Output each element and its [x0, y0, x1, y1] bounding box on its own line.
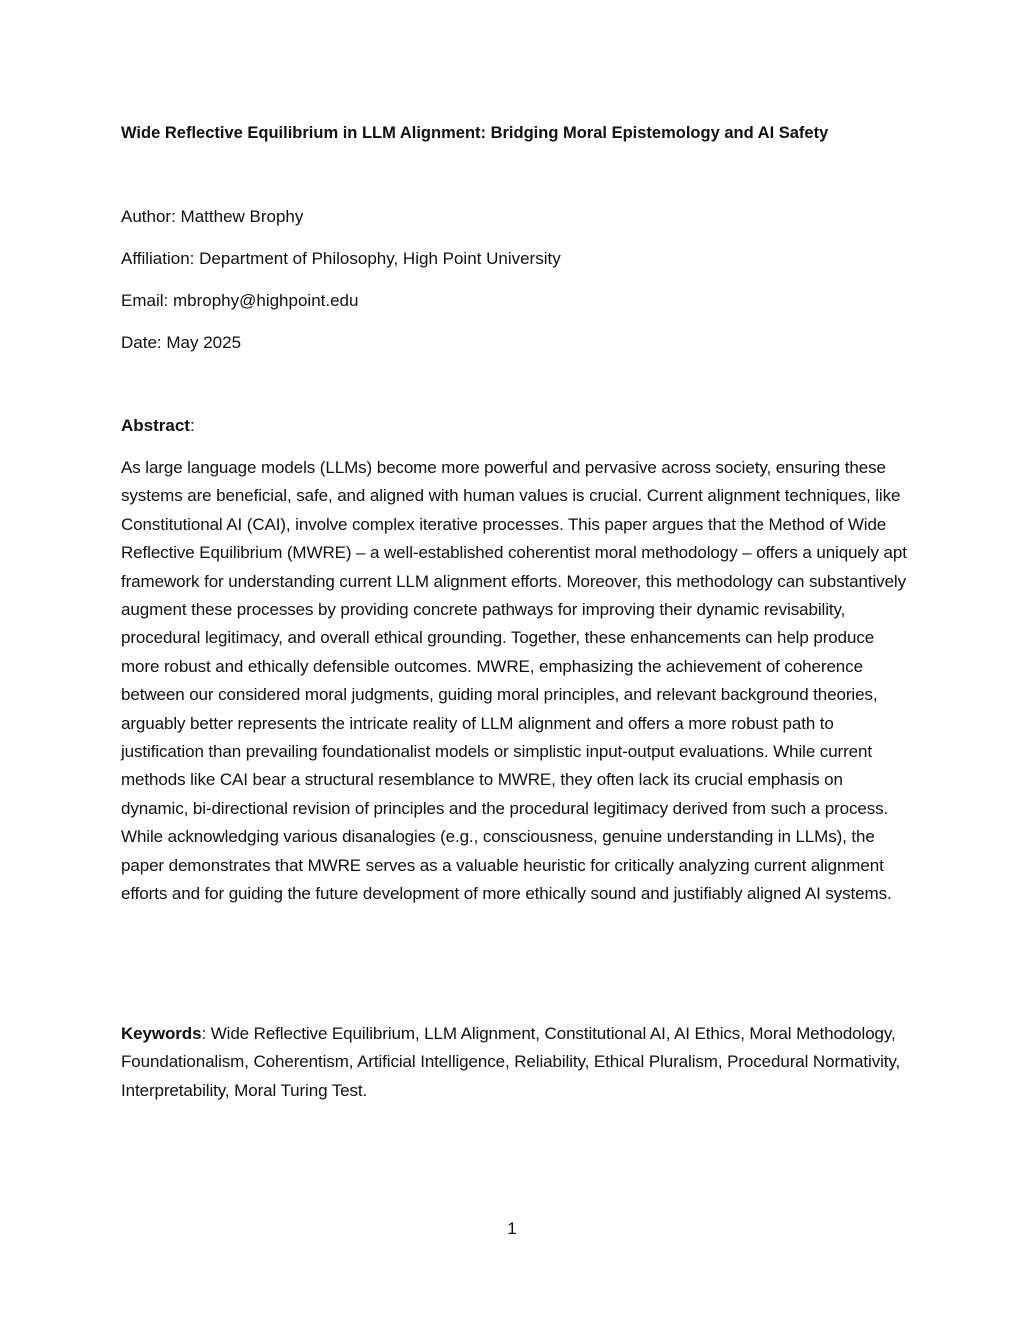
author-line — [121, 204, 921, 230]
keywords-colon: : — [201, 1024, 207, 1043]
affiliation-line — [121, 246, 921, 272]
abstract-heading — [121, 413, 195, 439]
email-line — [121, 288, 921, 314]
abstract-heading-colon: : — [189, 416, 195, 435]
abstract-body: As large language models (LLMs) become more powerful and pervasive across society, ensuring these systems are beneficial, safe, and aligned with human values is crucial. Current alignment techniques, like Constitutional AI (CAI), involve complex iterative processes. This paper argues that the Method of Wide Reflective Equilibrium (MWRE) – a well-established coherentist moral methodology – offers a uniquely apt framework for understanding current LLM alignment efforts. Moreover, this methodology can substantively augment these processes by providing concrete pathways for improving their dynamic revisability, procedural legitimacy, and overall ethical grounding. Together, these enhancements can help produce more robust and ethically defensible outcomes. MWRE, emphasizing the achievement of coherence between our considered moral judgments, guiding moral principles, and relevant background theories, arguably better represents the intricate reality of LLM alignment and offers a more robust path to justification than prevailing foundationalist models or simplistic input-output evaluations. While current methods like CAI bear a structural resemblance to MWRE, they often lack its crucial emphasis on dynamic, bi-directional revision of principles and the procedural legitimacy derived from such a process. While acknowledging various disanalogies (e.g., consciousness, genuine understanding in LLMs), the paper demonstrates that MWRE serves as a valuable heuristic for critically analyzing current alignment efforts and for guiding the future development of more ethically sound and justifiably aligned AI systems. — [121, 458, 907, 904]
date-label: Date: — [121, 333, 162, 352]
email-label: Email: — [121, 291, 169, 310]
keywords-label: Keywords — [121, 1024, 202, 1043]
paper-title: Wide Reflective Equilibrium in LLM Alignment: Bridging Moral Epistemology and AI Safety — [121, 124, 829, 142]
affiliation-value: Department of Philosophy, High Point University — [199, 249, 561, 268]
page-number: 1 — [507, 1219, 517, 1238]
keywords-paragraph — [121, 1020, 911, 1105]
date-value: May 2025 — [166, 333, 242, 352]
email-value: mbrophy@highpoint.edu — [172, 291, 359, 310]
keywords-list: Wide Reflective Equilibrium, LLM Alignment, Constitutional AI, AI Ethics, Moral Methodology, Foundationalism, Coherentism, Artificial Intelligence, Reliability, Ethical Pluralism, Procedural Normativity, Interpretability, Moral Turing Test. — [121, 1024, 901, 1100]
affiliation-label: Affiliation: — [121, 249, 195, 268]
abstract-heading-label: Abstract — [121, 416, 190, 435]
author-name: Matthew Brophy — [180, 207, 304, 226]
date-line — [121, 330, 921, 356]
author-label: Author: — [121, 207, 176, 226]
